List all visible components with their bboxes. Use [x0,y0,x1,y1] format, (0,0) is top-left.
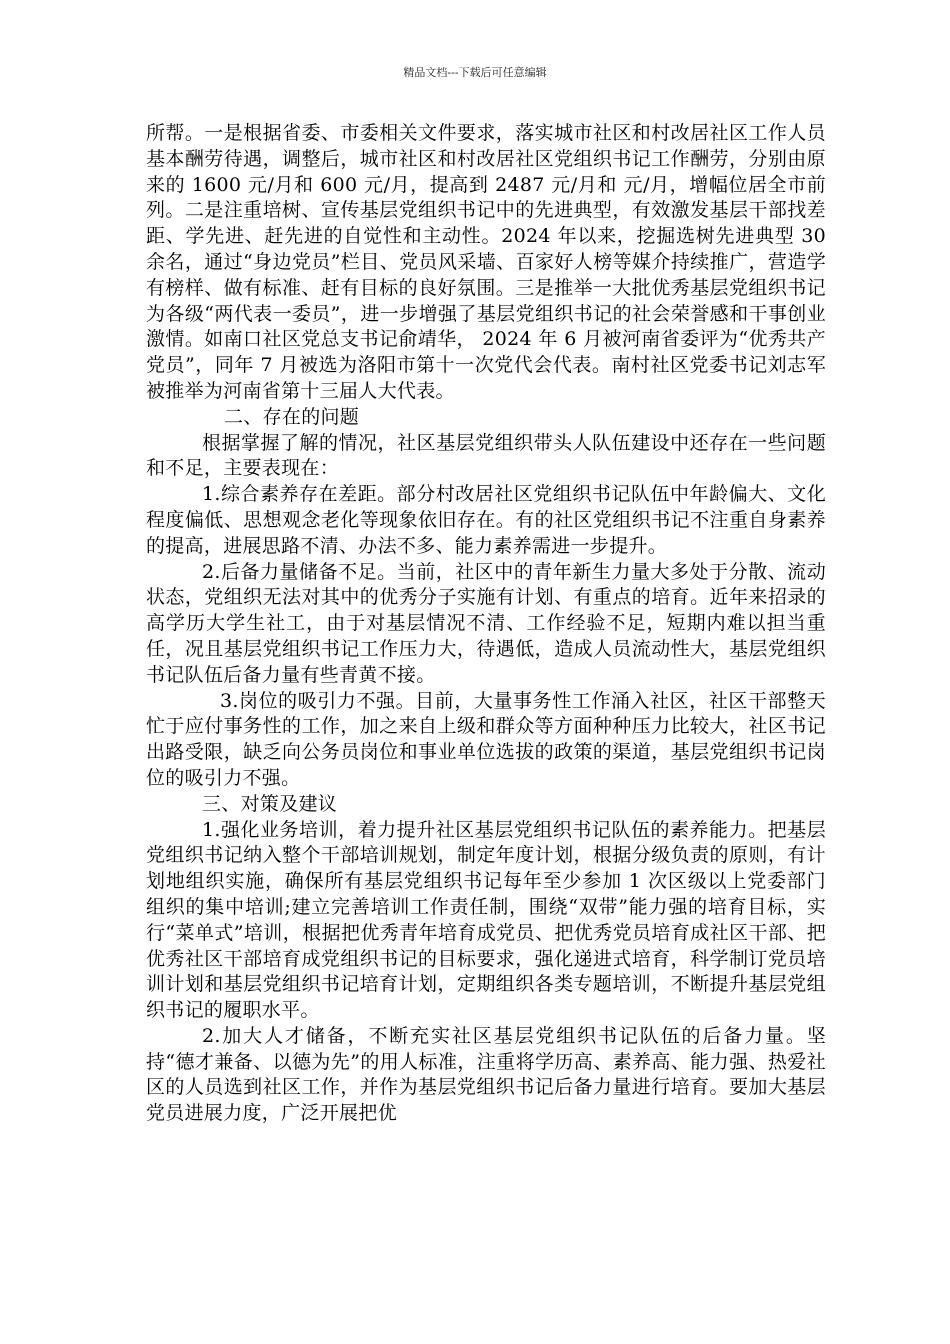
page-header: 精品文档---下载后可任意编辑 [403,66,547,79]
body-paragraph: 所帮。一是根据省委、市委相关文件要求，落实城市社区和村改居社区工作人员基本酬劳待遇，调整后，城市社区和村改居社区党组织书记工作酬劳，分别由原来的 1600 元/月和 600 元/月，提高到 2487 元/月和 元/月，增幅位居全市前列。二是注重培树、宣传基层党组织书记中的先进典型，有效激发基层干部找差距、学先进、赶先进的自觉性和主动性。2024 年以来，挖掘选树先进典型 30 余名，通过“身边党员”栏目、党员风采墙、百家好人榜等媒介持续推广，营造学有榜样、做有标准、赶有目标的良好氛围。三是推举一大批优秀基层党组织书记为各级“两代表一委员”，进一步增强了基层党组织书记的社会荣誉感和干事创业激情。如南口社区党总支书记俞靖华， 2024 年 6 月被河南省委评为“优秀共产党员”，同年 7 月被选为洛阳市第十一次党代会代表。南村社区党委书记刘志军被推举为河南省第十三届人大代表。 [146,122,826,402]
list-item-paragraph: 2.后备力量储备不足。当前，社区中的青年新生力量大多处于分散、流动状态，党组织无法对其中的优秀分子实施有计划、有重点的培育。近年来招录的高学历大学生社工，由于对基层情况不清、工作经验不足，短期内难以担当重任，况且基层党组织书记工作压力大，待遇低，造成人员流动性大，基层党组织书记队伍后备力量有些青黄不接。 [146,560,826,686]
section-heading-issues: 二、存在的问题 [224,405,360,428]
list-item-paragraph: 2.加大人才储备，不断充实社区基层党组织书记队伍的后备力量。坚持“德才兼备、以德为先”的用人标准，注重将学历高、素养高、能力强、热爱社区的人员选到社区工作，并作为基层党组织书记后备力量进行培育。要加大基层党员进展力度，广泛开展把优 [146,1024,826,1125]
list-item-paragraph: 3.岗位的吸引力不强。目前，大量事务性工作涌入社区，社区干部整天忙于应付事务性的工作，加之来自上级和群众等方面种种压力比较大，社区书记出路受限，缺乏向公务员岗位和事业单位选拔的政策的渠道，基层党组织书记岗位的吸引力不强。 [146,689,826,789]
list-item-paragraph: 1.综合素养存在差距。部分村改居社区党组织书记队伍中年龄偏大、文化程度偏低、思想观念老化等现象依旧存在。有的社区党组织书记不注重自身素养的提高，进展思路不清、办法不多、能力素养需进一步提升。 [146,483,826,557]
body-paragraph: 根据掌握了解的情况，社区基层党组织带头人队伍建设中还存在一些问题和不足，主要表现在： [146,431,826,480]
list-item-paragraph: 1.强化业务培训，着力提升社区基层党组织书记队伍的素养能力。把基层党组织书记纳入整个干部培训规划，制定年度计划，根据分级负责的原则，有计划地组织实施，确保所有基层党组织书记每年至少参加 1 次区级以上党委部门组织的集中培训;建立完善培训工作责任制，围绕“双带”能力强的培育目标，实行“菜单式”培训，根据把优秀青年培育成党员、把优秀党员培育成社区干部、把优秀社区干部培育成党组织书记的目标要求，强化递进式培育，科学制订党员培训计划和基层党组织书记培育计划，定期组织各类专题培训，不断提升基层党组织书记的履职水平。 [146,818,826,1022]
section-heading-measures: 三、对策及建议 [202,792,338,815]
document-body [146,121,826,1127]
